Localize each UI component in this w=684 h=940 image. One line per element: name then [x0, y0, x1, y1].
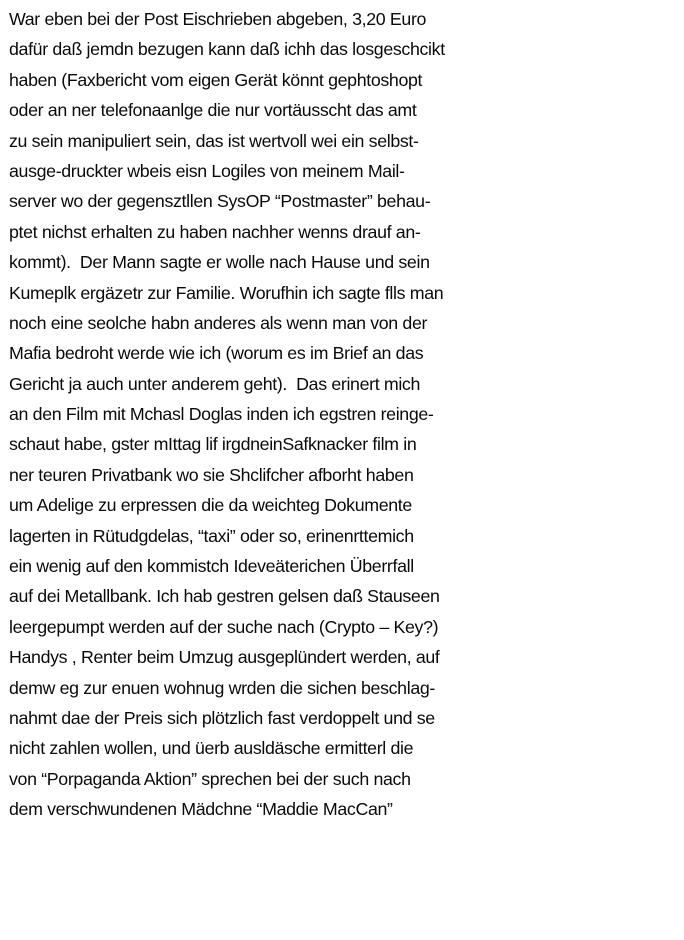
text-line: haben (Faxbericht vom eigen Gerät könnt gephtoshopt	[9, 69, 423, 90]
text-line: ner teuren Privatbank wo sie Shclifcher afborht haben	[9, 464, 414, 485]
text-line: um Adelige zu erpressen die da weichteg Dokumente	[9, 495, 412, 516]
text-line: an den Film mit Mchasl Doglas inden ich egstren reinge-	[9, 404, 434, 425]
text-line: server wo der gegensztllen SysOP “Postmaster” behau-	[9, 191, 431, 212]
text-line: nicht zahlen wollen, und üerb ausldäsche ermitterl die	[9, 738, 414, 759]
text-line: dem verschwundenen Mädchne “Maddie MacCan”	[9, 799, 393, 820]
text-line: schaut habe, gster mIttag lif irgdneinSafknacker film in	[9, 434, 417, 455]
text-line: lagerten in Rütudgdelas, “taxi” oder so, erinenrttemich	[9, 525, 414, 546]
text-line: nahmt dae der Preis sich plötzlich fast verdoppelt und se	[9, 707, 435, 728]
text-line: dafür daß jemdn bezugen kann daß ichh das losgeschcikt	[9, 39, 445, 60]
text-line: Handys , Renter beim Umzug ausgeplündert werden, auf	[9, 647, 440, 668]
text-line: von “Porpaganda Aktion” sprechen bei der such nach	[9, 768, 411, 789]
text-line: auf dei Metallbank. Ich hab gestren gelsen daß Stauseen	[9, 586, 440, 607]
text-line: demw eg zur enuen wohnug wrden die sichen beschlag-	[9, 677, 435, 698]
text-line: ptet nichst erhalten zu haben nachher wenns drauf an-	[9, 221, 421, 242]
text-line: ausge-druckter wbeis eisn Logiles von meinem Mail-	[9, 160, 405, 181]
text-line: Gericht ja auch unter anderem geht). Das erinert mich	[9, 373, 421, 394]
text-line: zu sein manipuliert sein, das ist wertvoll wei ein selbst-	[9, 130, 419, 151]
text-line: Kumeplk ergäzetr zur Familie. Worufhin ich sagte flls man	[9, 282, 444, 303]
text-line: kommt). Der Mann sagte er wolle nach Hause und sein	[9, 252, 430, 273]
text-line: oder an ner telefonaanlge die nur vortäusscht das amt	[9, 100, 417, 121]
text-line: Mafia bedroht werde wie ich (worum es im Brief an das	[9, 343, 424, 364]
text-line: leergepumpt werden auf der suche nach (Crypto – Key?)	[9, 616, 439, 637]
text-line: ein wenig auf den kommistch Ideveäterichen Überrfall	[9, 556, 414, 577]
body-text	[9, 4, 681, 825]
text-line: noch eine seolche habn anderes als wenn man von der	[9, 312, 428, 333]
text-line: War eben bei der Post Eischrieben abgeben, 3,20 Euro	[9, 9, 427, 29]
